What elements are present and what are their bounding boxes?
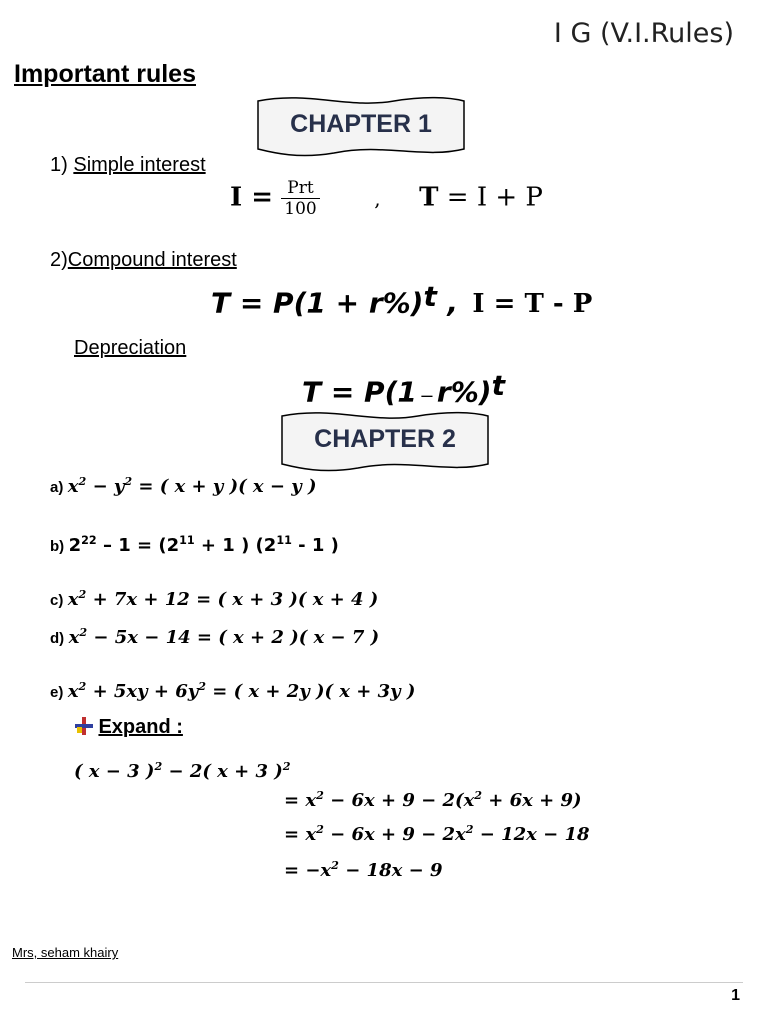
chapter-2-label: CHAPTER 2 (314, 425, 456, 453)
depreciation-formula-rest: r%) (436, 375, 492, 409)
expand-line-3: = $-x^2 - 18x - 9$ (284, 859, 443, 881)
simple-interest-label: Simple interest (73, 154, 206, 176)
header-title: I G (V.I.Rules) (553, 18, 734, 49)
page-title: Important rules (14, 60, 196, 88)
fraction-numerator: Prt (281, 178, 319, 199)
factorization-d: d) $x^2 - 5x - 14$ = ( x + 2 )( x − 7 ) (50, 626, 380, 648)
compound-formula-base: T = P(1 + r%) (211, 286, 424, 320)
depreciation-label: Depreciation (74, 337, 187, 359)
factorization-a: a) $x^2 - y^2$ = ( x + y )( x − y ) (50, 475, 317, 497)
formula-comma: , (374, 186, 381, 211)
fraction-denominator: 100 (284, 199, 317, 219)
chapter-1-banner (254, 93, 468, 159)
compound-formula-exp: t (423, 280, 437, 313)
fraction-prt-100 (281, 178, 319, 219)
item-label: b) (50, 538, 65, 555)
formula-I: I = (230, 182, 273, 213)
item-label: e) (50, 684, 64, 701)
chapter-2-banner (278, 408, 492, 474)
chapter-1-label: CHAPTER 1 (290, 110, 432, 138)
depreciation-formula-base: T = P(1 (302, 375, 417, 409)
compound-formula-I: I = T - P (472, 289, 593, 320)
compound-interest-number: 2) (50, 249, 68, 271)
bullet-star-icon (74, 716, 94, 736)
expand-label: Expand : (98, 716, 183, 738)
page-number: 1 (731, 987, 740, 1004)
formula-T-rhs: = I + P (446, 182, 543, 213)
compound-formula-comma: , (447, 286, 458, 320)
factorization-e: e) $x^2 + 5xy + 6y^2$ = ( x + 2y )( x + 3y ) (50, 680, 416, 702)
expand-line-1: = $x^2 - 6x + 9 - 2(x^2 + 6x + 9)$ (284, 789, 582, 811)
factorization-c: c) $x^2 + 7x + 12$ = ( x + 3 )( x + 4 ) (50, 588, 379, 610)
depreciation-heading (74, 337, 186, 360)
simple-interest-formula (230, 178, 543, 219)
author-credit: Mrs, seham khairy (12, 945, 119, 960)
expand-line-2: = $x^2 - 6x + 9 - 2x^2 - 12x - 18$ (284, 823, 590, 845)
depreciation-formula-minus: – (421, 384, 433, 407)
simple-interest-number: 1) (50, 154, 68, 176)
footer-divider (25, 982, 743, 983)
formula-T: T (419, 182, 439, 213)
item-label: c) (50, 592, 64, 609)
expand-line-0: ( x − 3 )$^2$ − 2( x + 3 )$^2$ (74, 760, 291, 782)
depreciation-formula (302, 369, 505, 408)
item-label: d) (50, 630, 65, 647)
expand-heading (74, 716, 183, 739)
compound-interest-heading (50, 249, 237, 272)
item-label: a) (50, 479, 64, 496)
depreciation-formula-exp: t (491, 369, 505, 402)
compound-interest-formula (211, 280, 592, 319)
compound-interest-label: Compound interest (67, 249, 237, 271)
factorization-b: b) $2^{22} - 1 = (2^{11} + 1$ ) ($2^{11} - 1$ ) (50, 534, 339, 556)
simple-interest-heading (50, 154, 206, 177)
